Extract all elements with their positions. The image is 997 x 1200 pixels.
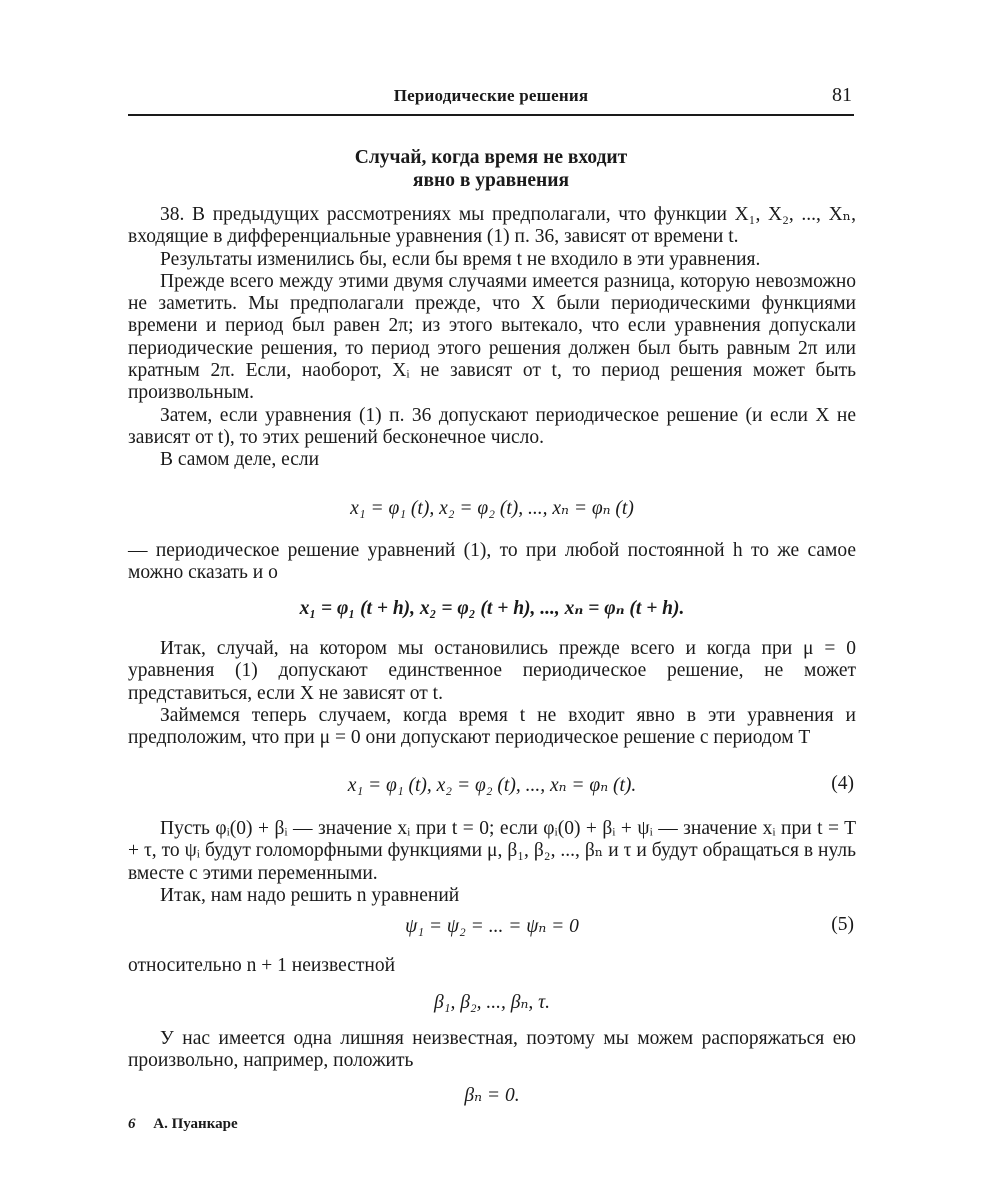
signature-mark: 6: [128, 1116, 136, 1132]
text-block-6: [128, 1028, 856, 1073]
formula-solution: x₁ = φ₁ (t), x₂ = φ₂ (t), ..., xₙ = φₙ (t): [350, 498, 634, 519]
paragraph-38-intro: 38. В предыдущих рассмотрениях мы предполагали, что функции X₁, X₂, ..., Xₙ, входящие в дифференциальные уравнения (1) п. 36, зависят от времени t.: [128, 204, 856, 248]
paragraph-results: Результаты изменились бы, если бы время t не входило в эти уравнения.: [160, 248, 761, 270]
paragraph-initial-values: Пусть φᵢ(0) + βᵢ — значение xᵢ при t = 0; если φᵢ(0) + βᵢ + ψᵢ — значение xᵢ при t = T + τ, то ψᵢ будут голоморфными функциями μ, β₁, β₂, ..., βₙ и τ и будут обращаться в нуль вместе с этими переменными.: [128, 818, 856, 884]
paragraph-unique-case: Итак, случай, на котором мы остановились прежде всего и когда при μ = 0 уравнения (1) допускают единственное периодическое решение, не может представиться, если X не зависят от t.: [128, 638, 856, 704]
section-title: [128, 146, 854, 192]
text-block-5: [128, 955, 856, 977]
page-number: 81: [832, 84, 852, 106]
formula-5: [128, 914, 856, 938]
formula-4: [128, 773, 856, 797]
formula-unknowns: β₁, β₂, ..., βₙ, τ.: [433, 992, 551, 1013]
paragraph-solve-n: Итак, нам надо решить n уравнений: [160, 884, 460, 906]
running-title: Периодические решения: [393, 86, 589, 105]
equation-number-4: (4): [831, 773, 854, 794]
formula-shifted-solution: x₁ = φ₁ (t + h), x₂ = φ₂ (t + h), ..., xₙ = φₙ (t + h).: [299, 598, 685, 619]
paragraph-autonomous-case: Займемся теперь случаем, когда время t не входит явно в эти уравнения и предположим, что при μ = 0 они допускают периодическое решение с периодом T: [128, 704, 856, 749]
formula-4-body: x₁ = φ₁ (t), x₂ = φ₂ (t), ..., xₙ = φₙ (t).: [347, 775, 637, 796]
paragraph-infinite-solutions: Затем, если уравнения (1) п. 36 допускают периодическое решение (и если X не зависят от t), то этих решений бесконечное число.: [128, 404, 856, 448]
paragraph-extra-unknown: У нас имеется одна лишняя неизвестная, поэтому мы можем распоряжаться ею произвольно, например, положить: [128, 1028, 856, 1072]
paragraph-unknowns: относительно n + 1 неизвестной: [128, 955, 396, 976]
text-block-2: [128, 540, 856, 585]
running-head: [128, 84, 854, 116]
paragraph-periodic-shift: — периодическое решение уравнений (1), то при любой постоянной h то же самое можно сказать и о: [128, 540, 856, 584]
text-block-4: [128, 818, 856, 907]
text-block-3: [128, 638, 856, 749]
text-block-1: [128, 204, 856, 472]
page-footer: [128, 1116, 238, 1133]
paragraph-difference: Прежде всего между этими двумя случаями имеется разница, которую невозможно не заметить. Мы предполагали прежде, что X были периодическими функциями времени и период был равен 2π; из этого вытекало, что если уравнения допускали периодические решения, то период этого решения должен был быть равным 2π или кратным 2π. Если, наоборот, Xᵢ не зависят от t, то период решения может быть произвольным.: [128, 270, 856, 404]
equation-number-5: (5): [831, 914, 854, 935]
paragraph-indeed: В самом деле, если: [160, 449, 320, 471]
formula-beta-n: βₙ = 0.: [464, 1085, 520, 1106]
section-title-line-2: явно в уравнения: [412, 170, 570, 191]
section-title-line-1: Случай, когда время не входит: [354, 147, 628, 168]
formula-5-body: ψ₁ = ψ₂ = ... = ψₙ = 0: [405, 916, 579, 937]
footer-author: А. Пуанкаре: [153, 1116, 238, 1132]
